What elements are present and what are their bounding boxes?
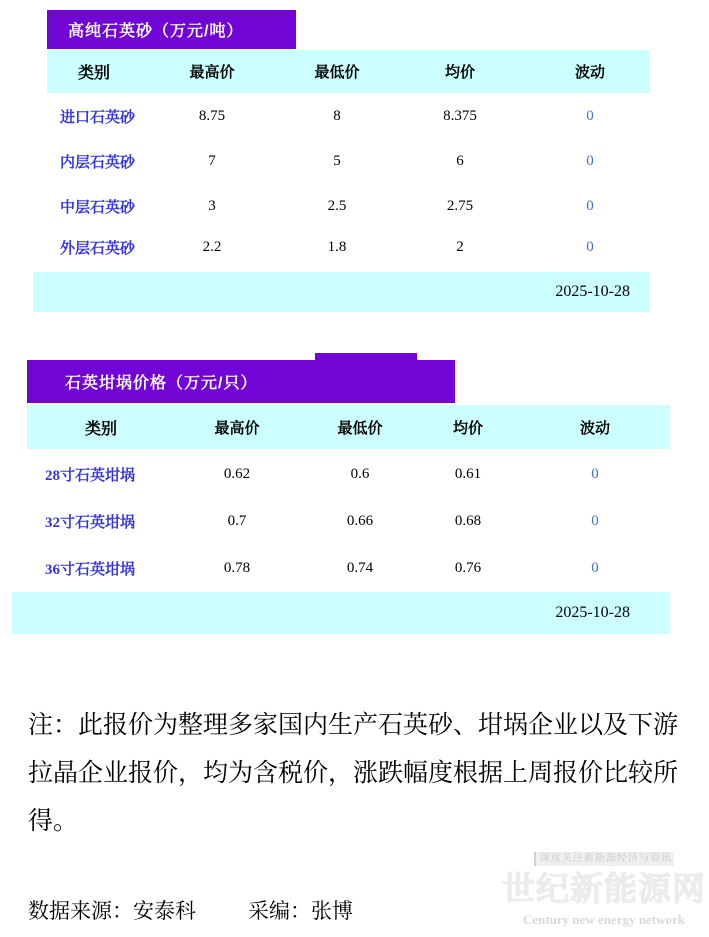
table-row — [27, 451, 670, 498]
quartz-sand-date-bar — [33, 272, 650, 312]
row-high: 3 — [208, 198, 216, 214]
row-category: 中层石英砂 — [60, 200, 136, 216]
column-header-avg: 均价 — [444, 64, 475, 81]
column-header-change: 波动 — [579, 419, 610, 437]
table-row — [47, 225, 650, 270]
row-low: 5 — [333, 153, 341, 169]
row-avg: 2.75 — [446, 198, 474, 214]
row-high: 8.75 — [198, 108, 226, 124]
row-avg: 8.375 — [443, 108, 477, 124]
crucible-date-bar — [12, 592, 670, 634]
row-category: 28寸石英坩埚 — [45, 468, 136, 484]
column-header-low: 最低价 — [314, 64, 360, 81]
row-change: 0 — [591, 513, 599, 529]
row-change: 0 — [586, 198, 594, 214]
row-low: 2.5 — [327, 198, 347, 214]
table-row — [27, 545, 670, 592]
column-header-high: 最高价 — [189, 64, 235, 81]
watermark — [500, 849, 708, 926]
quartz-sand-header-row — [47, 50, 650, 93]
watermark-slogan: 深度关注新能源经济与资讯 — [534, 852, 674, 866]
row-low: 8 — [333, 108, 341, 124]
column-header-change: 波动 — [574, 64, 605, 81]
table-row — [47, 139, 650, 184]
table-row — [27, 498, 670, 545]
crucible-table-title — [27, 360, 455, 403]
crucible-header-row — [27, 405, 670, 449]
column-header-high: 最高价 — [214, 419, 260, 437]
column-header-category: 类别 — [85, 420, 118, 438]
row-change: 0 — [586, 153, 594, 169]
source-line — [28, 895, 353, 925]
row-high: 0.78 — [223, 560, 251, 576]
row-category: 外层石英砂 — [60, 241, 136, 257]
crucible-table-title-text: 石英坩埚价格（万元/只） — [65, 375, 258, 392]
row-change: 0 — [586, 239, 594, 255]
row-change: 0 — [591, 560, 599, 576]
editor-label: 采编：张博 — [248, 899, 353, 923]
quartz-sand-table-title — [47, 10, 296, 49]
row-high: 7 — [208, 153, 216, 169]
column-header-avg: 均价 — [452, 419, 483, 437]
quartz-sand-table-title-text: 高纯石英砂（万元/吨） — [68, 23, 244, 40]
row-change: 0 — [586, 108, 594, 124]
row-change: 0 — [591, 466, 599, 482]
row-avg: 0.61 — [454, 466, 482, 482]
row-category: 进口石英砂 — [60, 110, 136, 126]
table-row — [47, 184, 650, 229]
row-avg: 6 — [456, 153, 464, 169]
row-low: 0.6 — [350, 466, 370, 482]
row-avg: 0.76 — [454, 560, 482, 576]
date-label: 2025-10-28 — [555, 604, 630, 621]
row-avg: 0.68 — [454, 513, 482, 529]
row-category: 36寸石英坩埚 — [45, 562, 136, 578]
data-source-label: 数据来源：安泰科 — [28, 899, 196, 923]
row-avg: 2 — [456, 239, 464, 255]
row-category: 32寸石英坩埚 — [45, 515, 136, 531]
row-high: 2.2 — [202, 239, 222, 255]
watermark-site-name: 世纪新能源网 — [502, 872, 706, 908]
row-high: 0.62 — [223, 466, 251, 482]
row-category: 内层石英砂 — [60, 155, 136, 171]
row-low: 0.74 — [346, 560, 374, 576]
row-high: 0.7 — [227, 513, 247, 529]
row-low: 1.8 — [327, 239, 347, 255]
date-label: 2025-10-28 — [555, 283, 630, 300]
footnote-text: 注：此报价为整理多家国内生产石英砂、坩埚企业以及下游拉晶企业报价，均为含税价，涨跌幅度根据上周报价比较所得。 — [28, 712, 679, 835]
table-row — [47, 94, 650, 139]
column-header-category: 类别 — [78, 65, 111, 82]
watermark-english-name: Century new energy network — [522, 912, 686, 927]
row-low: 0.66 — [346, 513, 374, 529]
column-header-low: 最低价 — [337, 419, 383, 437]
